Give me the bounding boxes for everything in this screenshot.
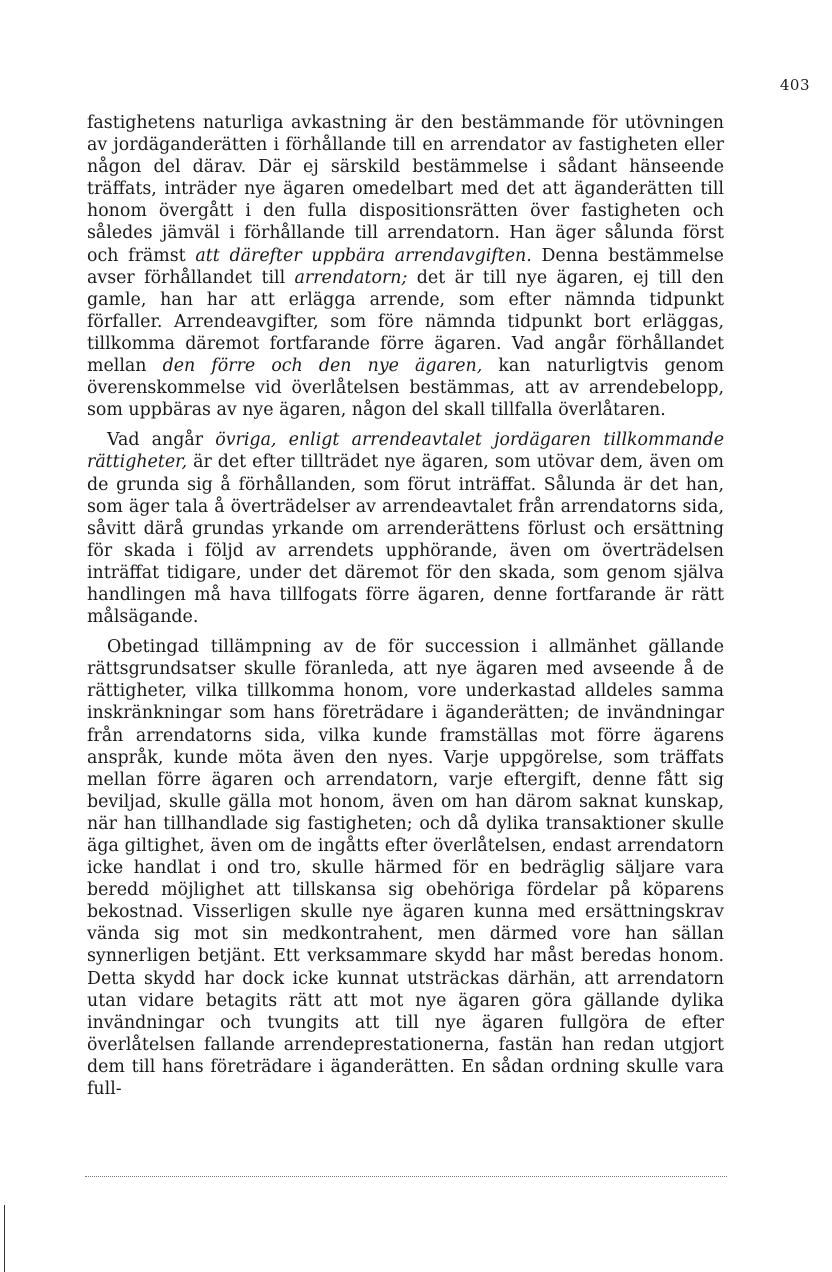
italic-phrase: den förre och den nye ägaren,	[162, 356, 483, 377]
text-segment: Denna bestämmelse avser förhållandet till	[87, 245, 724, 288]
page-number: 403	[779, 76, 810, 94]
italic-phrase: att därefter uppbära arrendavgiften.	[195, 245, 532, 266]
scan-edge-mark	[4, 1205, 5, 1272]
text-segment: Vad angår	[107, 430, 216, 451]
paragraph-1	[87, 112, 724, 421]
text-segment: är det efter tillträdet nye ägaren, som utövar dem, även om de grunda sig å förhållanden, som förut inträffat. Sålunda är det han, som äger tala å överträdelser av arrendeavtalet från arrendatorns sida, såvitt därå grundas yrkande om arrenderättens förlust och ersättning för skada i följd av arrendets upphörande, även om överträdelsen inträffat tidigare, under det däremot för den skada, som genom själva handlingen må hava tillfogats förre ägaren, denne fortfarande är rätt målsägande.	[87, 452, 724, 628]
page-divider	[85, 1176, 727, 1177]
text-segment: fastighetens naturliga avkastning är den bestämmande för utövningen av jordäganderätten i förhållande till en arrendator av fastigheten eller någon del därav. Där ej särskild bestämmelse i sådant hänseende träffats, inträder nye ägaren omedelbart med det att äganderätten till honom övergått i den fulla dispositionsrätten över fastigheten och således jämväl i förhållande till arrendatorn. Han äger sålunda först och främst	[87, 113, 724, 266]
text-segment: Obetingad tillämpning av de för succession i allmänhet gällande rättsgrundsatser skulle föranleda, att nye ägaren med avseende å de rättigheter, vilka tillkomma honom, vore underkastad alldeles samma inskränkningar som hans företrädare i äganderätten; de invändningar från arrendatorns sida, vilka kunde framställas mot förre ägarens anspråk, kunde möta även den nyes. Varje uppgörelse, som träffats mellan förre ägaren och arrendatorn, varje eftergift, denne fått sig beviljad, skulle gälla mot honom, även om han därom saknat kunskap, när han tillhandlade sig fastigheten; och då dylika transaktioner skulle äga giltighet, även om de ingåtts efter överlåtelsen, endast arrendatorn icke handlat i ond tro, skulle härmed för en bedräglig säljare vara beredd möjlighet att tillskansa sig obehöriga fördelar på köparens bekostnad. Visserligen skulle nye ägaren kunna med ersättningskrav vända sig mot sin medkontrahent, men därmed vore han sällan synnerligen betjänt. Ett verksammare skydd har måst beredas honom. Detta skydd har dock icke kunnat utsträckas därhän, att arrendatorn utan vidare betagits rätt att mot nye ägaren göra gällande dylika invändningar och tvungits att till nye ägaren fullgöra de efter överlåtelsen fallande arrendeprestationerna, fastän han redan utgjort dem till hans företrädare i äganderätten. En sådan ordning skulle vara full-	[87, 637, 724, 1100]
italic-phrase: övriga, enligt arrendeavtalet jordägaren tillkommande rättigheter,	[87, 430, 724, 473]
italic-phrase: arrendatorn;	[294, 267, 408, 288]
text-segment: det är till nye ägaren, ej till den gamle, han har att erlägga arrende, som efter nämnda tidpunkt förfaller. Arrendeavgifter, som före nämnda tidpunkt bort erläggas, tillkomma däremot fortfarande förre ägaren. Vad angår förhållandet mellan	[87, 267, 724, 377]
text-segment: kan naturligtvis genom överenskommelse vid överlåtelsen bestämmas, att av arrendebelopp, som uppbäras av nye ägaren, någon del skall tillfalla överlåtaren.	[87, 356, 724, 421]
paragraph-2	[87, 429, 724, 628]
body-text	[87, 112, 724, 1108]
paragraph-3	[87, 636, 724, 1100]
